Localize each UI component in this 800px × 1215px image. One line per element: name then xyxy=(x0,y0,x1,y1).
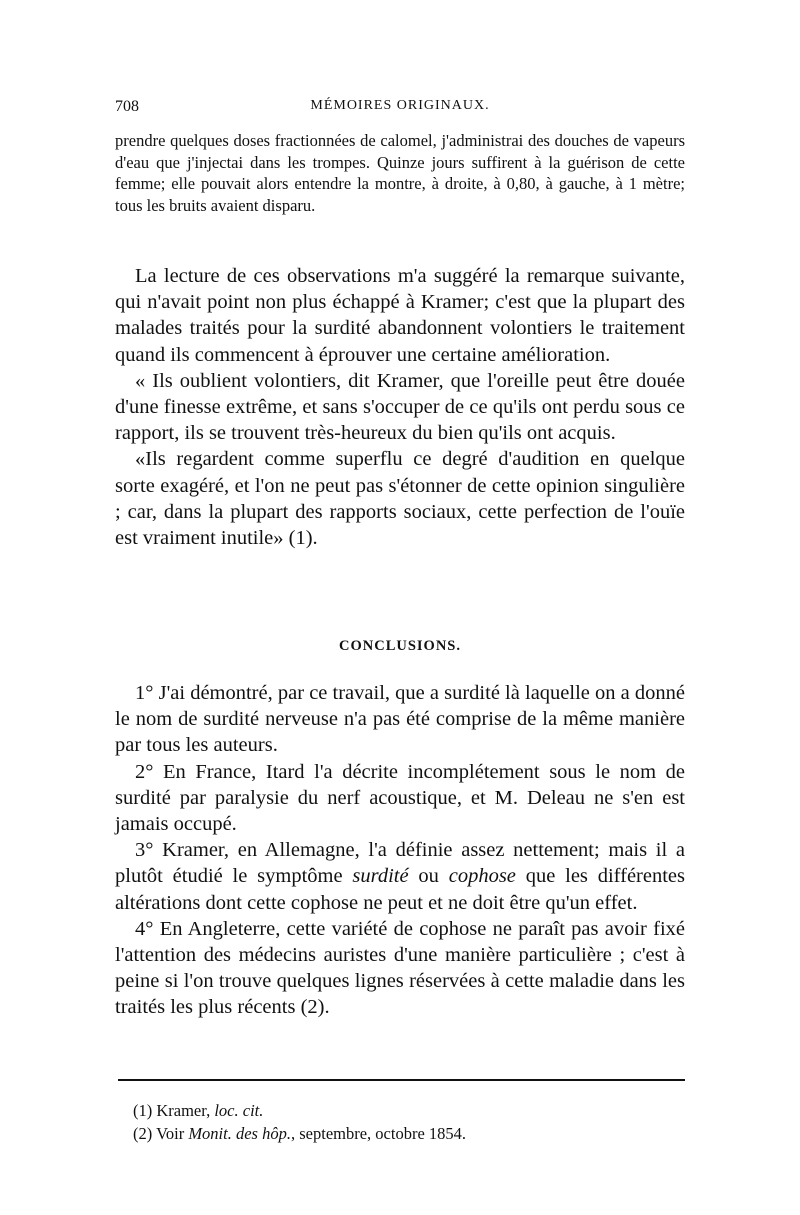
conclusion-item: 2° En France, Itard l'a décrite incomplétement sous le nom de surdité par paralysie du nerf acoustique, et M. Deleau ne s'en est jamais occupé. xyxy=(115,760,685,836)
footnotes xyxy=(133,1099,466,1145)
footnote-2 xyxy=(133,1122,466,1145)
quote-paragraph: «Ils regardent comme superflu ce degré d'audition en quelque sorte exagéré, et l'on ne peut pas s'étonner de cette opinion singulière ; car, dans la plupart des rapports sociaux, cette perfection de l'ouïe est vraiment inutile» (1). xyxy=(115,448,685,550)
footnote-divider xyxy=(118,1079,685,1081)
conclusion-text: que les différentes altérations dont cette cophose ne peut et ne doit être qu'un effet. xyxy=(115,865,685,914)
intro-paragraph: prendre quelques doses fractionnées de calomel, j'administrai des douches de vapeurs d'eau que j'injectai dans les trompes. Quinze jours suffirent à la guérison de cette femme; elle pouvait alors entendre la montre, à droite, à 0,80, à gauche, à 1 mètre; tous les bruits avaient disparu. xyxy=(115,131,685,215)
body-text-block xyxy=(115,263,685,551)
footnote-1 xyxy=(133,1099,466,1122)
footnote-text: , septembre, octobre 1854. xyxy=(290,1124,467,1143)
italic-term: surdité xyxy=(352,865,409,888)
page-header xyxy=(115,98,685,122)
body-paragraph: La lecture de ces observations m'a suggéré la remarque suivante, qui n'avait point non plus échappé à Kramer; c'est que la plupart des malades traités pour la surdité abandonnent volontiers le traitement quand ils commencent à éprouver une certaine amélioration. xyxy=(115,265,685,366)
footnote-text: (1) Kramer, xyxy=(133,1101,215,1120)
conclusions-block xyxy=(115,680,685,1021)
quote-paragraph: « Ils oublient volontiers, dit Kramer, que l'oreille peut être douée d'une finesse extrême, et sans s'occuper de ce qu'ils ont perdu sous ce rapport, ils se trouvent très-heureux du bien qu'ils ont acquis. xyxy=(115,369,685,445)
footnote-citation: loc. cit. xyxy=(214,1101,264,1120)
italic-term: cophose xyxy=(448,865,516,888)
conclusion-item: 1° J'ai démontré, par ce travail, que a surdité là laquelle on a donné le nom de surdité nerveuse n'a pas été comprise de la même manière par tous les auteurs. xyxy=(115,682,685,757)
conclusion-text: 3° Kramer, en Allemagne, l'a définie assez nettement; mais il a plutôt étudié le symptôme xyxy=(115,839,685,888)
conclusions-heading: CONCLUSIONS. xyxy=(339,638,461,654)
footnote-text: (2) Voir xyxy=(133,1124,189,1143)
running-head: MÉMOIRES ORIGINAUX. xyxy=(310,98,490,113)
page-number: 708 xyxy=(115,98,139,115)
intro-paragraph-block xyxy=(115,130,685,216)
footnote-citation: Monit. des hôp. xyxy=(188,1124,291,1143)
conclusion-item xyxy=(115,837,685,916)
conclusion-item: 4° En Angleterre, cette variété de cophose ne paraît pas avoir fixé l'attention des médecins auristes d'une manière particulière ; c'est à peine si l'on trouve quelques lignes réservées à cette maladie dans les traités les plus récents (2). xyxy=(115,917,685,1019)
conclusion-text: ou xyxy=(408,865,449,888)
